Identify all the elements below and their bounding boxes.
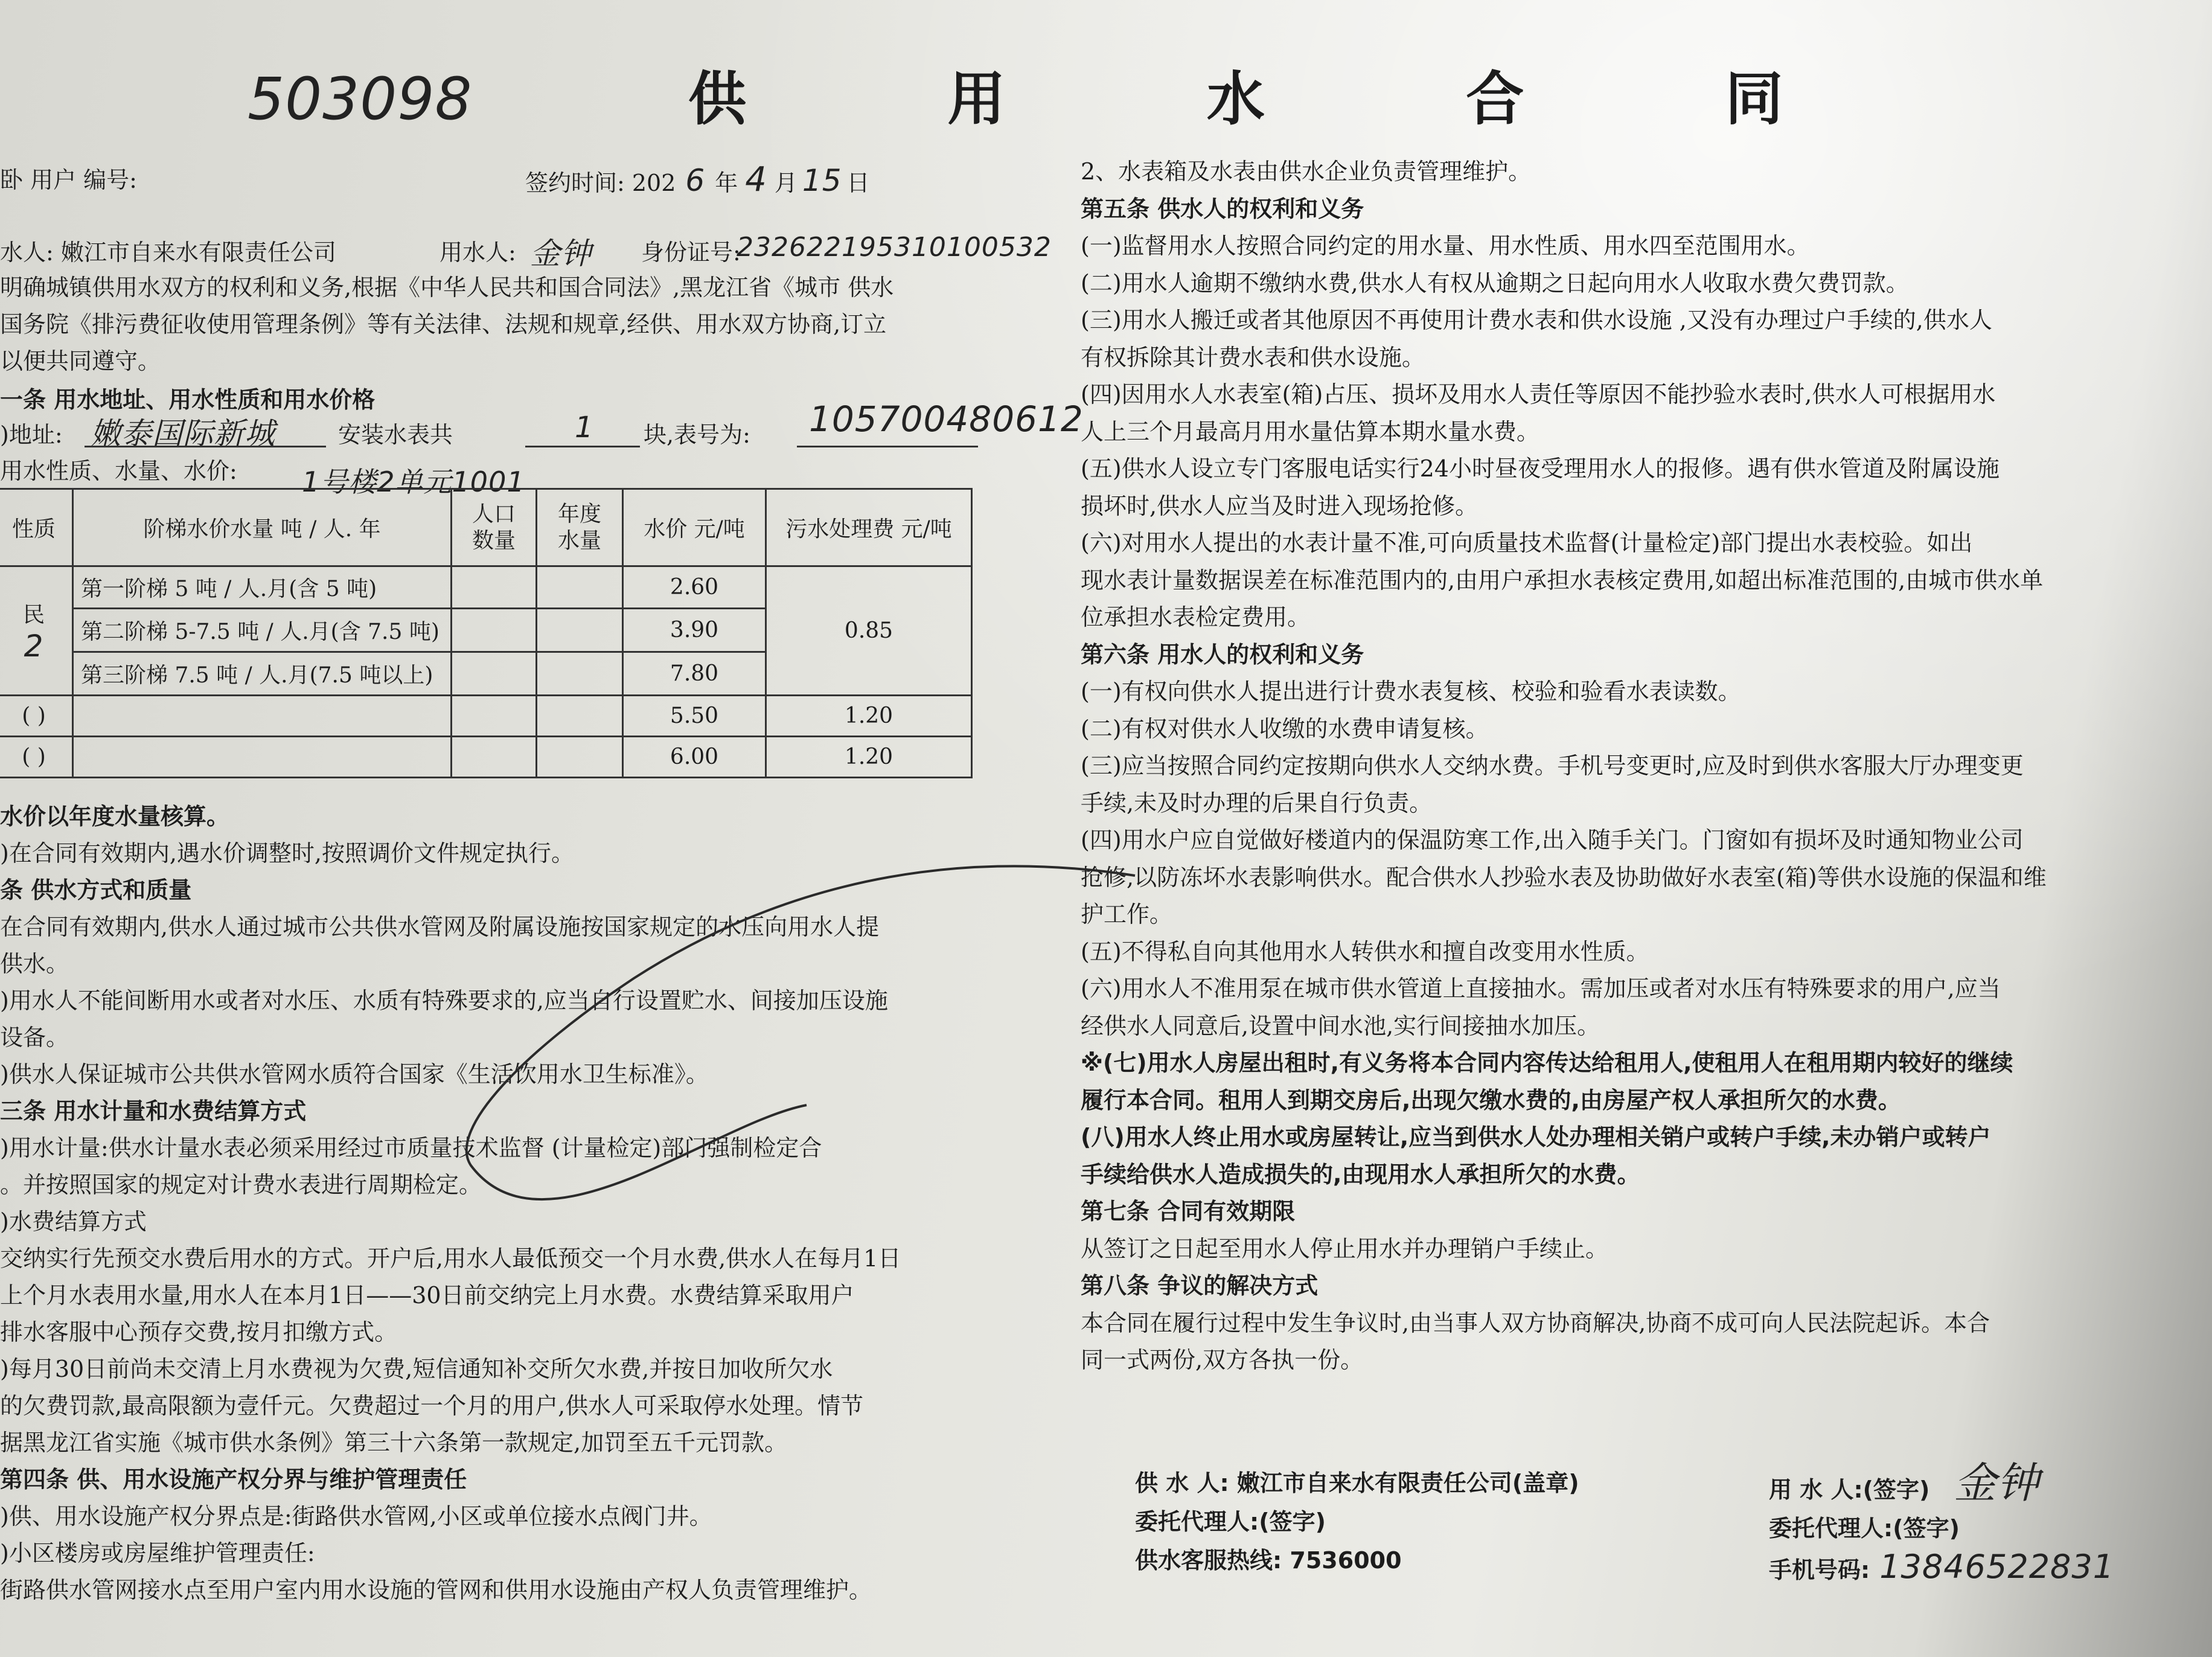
- row4-label: ( ): [0, 696, 73, 737]
- clause-line: (五)不得私自向其他用水人转供水和擅自改变用水性质。: [1081, 938, 1649, 965]
- id-number-hw: 232622195310100532: [737, 232, 1052, 263]
- clause-line: 人上三个月最高月用水量估算本期水量水费。: [1081, 418, 1540, 445]
- meter-label: 安装水表共: [338, 421, 453, 448]
- clause-line: 设备。: [0, 1024, 69, 1051]
- tier2-price: 3.90: [623, 609, 766, 652]
- article-heading-line: 第四条 供、用水设施产权分界与维护管理责任: [0, 1466, 467, 1493]
- meter-count-hw: 1: [575, 411, 594, 444]
- article-heading-line: 第五条 供水人的权利和义务: [1081, 195, 1364, 222]
- row4-price: 5.50: [623, 696, 766, 737]
- article-heading-line: 三条 用水计量和水费结算方式: [0, 1098, 307, 1124]
- month-label: 月: [774, 170, 798, 196]
- header-sewage: 污水处理费 元/吨: [766, 489, 972, 566]
- clause-line: 抢修,以防冻坏水表影响供水。配合供水人抄验水表及协助做好水表室(箱)等供水设施的保温和维: [1081, 864, 2047, 891]
- tier1-price: 2.60: [623, 566, 766, 609]
- article1-heading: 一条 用水地址、用水性质和用水价格: [0, 386, 376, 413]
- header-tier: 阶梯水价水量 吨 / 人. 年: [73, 489, 452, 566]
- header-annual-a: 年度: [557, 501, 601, 527]
- clause-line: (四)因用水人水表室(箱)占压、损坏及用水人责任等原因不能抄验水表时,供水人可根据用水: [1081, 381, 1996, 408]
- meter-unit: 块,表号为:: [644, 421, 750, 448]
- clause-line: 经供水人同意后,设置中间水池,实行间接抽水加压。: [1081, 1012, 1600, 1039]
- clause-line: (六)用水人不准用泵在城市供水管道上直接抽水。需加压或者对水压有特殊要求的用户,应当: [1081, 975, 2001, 1002]
- user-agent-line: 委托代理人:(签字): [1769, 1515, 1960, 1542]
- phone-label: 手机号码:: [1769, 1557, 1870, 1583]
- clause-line: 现水表计量数据误差在标准范围内的,由用户承担水表核定费用,如超出标准范围的,由城市供水单: [1081, 566, 2044, 594]
- article-heading-line: 第六条 用水人的权利和义务: [1081, 641, 1364, 668]
- user-signature-hw: 金钟: [1954, 1458, 2040, 1508]
- article-heading-line: 手续给供水人造成损失的,由现用水人承担所欠的水费。: [1081, 1161, 1640, 1188]
- clause-line: (六)对用水人提出的水表计量不准,可向质量技术监督(计量检定)部门提出水表校验。如出: [1081, 530, 1973, 556]
- article-heading-line: 第八条 争议的解决方式: [1081, 1272, 1319, 1299]
- clause-line: 供水。: [0, 950, 69, 977]
- article-heading-line: 履行本合同。租用人到期交房后,出现欠缴水费的,由房屋产权人承担所欠的水费。: [1081, 1086, 1901, 1114]
- intro-line: 以便共同遵守。: [0, 348, 161, 374]
- intro-line: 明确城镇供用水双方的权利和义务,根据《中华人民共和国合同法》,黑龙江省《城市 供水: [0, 274, 894, 301]
- clause-line: 有权拆除其计费水表和供水设施。: [1081, 344, 1425, 371]
- clause-line: (一)有权向供水人提出进行计费水表复核、校验和验看水表读数。: [1081, 678, 1741, 705]
- clause-line: 街路供水管网接水点至用户室内用水设施的管网和供用水设施由产权人负责管理维护。: [0, 1577, 872, 1603]
- clause-line: 同一式两份,双方各执一份。: [1081, 1347, 1364, 1373]
- tier2-label: 第二阶梯 5-7.5 吨 / 人.月(含 7.5 吨): [73, 609, 452, 652]
- year-label: 年: [715, 170, 738, 196]
- clause-line: )用水人不能间断用水或者对水压、水质有特殊要求的,应当自行设置贮水、间接加压设施: [0, 987, 888, 1014]
- resident-count-hw: 2: [24, 629, 44, 664]
- nature-label: 用水性质、水量、水价:: [0, 458, 237, 484]
- clause-line: 在合同有效期内,供水人通过城市公共供水管网及附属设施按国家规定的水压向用水人提: [0, 914, 880, 940]
- clause-line: 损坏时,供水人应当及时进入现场抢修。: [1081, 492, 1478, 519]
- hotline-line: 供水客服热线: 7536000: [1135, 1547, 1402, 1574]
- supplier-line: 水人: 嫩江市自来水有限责任公司: [0, 239, 336, 266]
- phone-number-hw: 13846522831: [1879, 1548, 2115, 1586]
- supplier-sign-line: 供 水 人: 嫩江市自来水有限责任公司(盖章): [1135, 1470, 1579, 1496]
- clause-line: (三)应当按照合同约定按期向供水人交纳水费。手机号变更时,应及时到供水客服大厅办理变更: [1081, 752, 2024, 779]
- user-no-label: 卧 用户 编号:: [0, 167, 137, 193]
- user-label: 用水人:: [440, 239, 516, 266]
- clause-line: )在合同有效期内,遇水价调整时,按照调价文件规定执行。: [0, 840, 574, 867]
- article-heading-line: ※(七)用水人房屋出租时,有义务将本合同内容传达给租用人,使租用人在租用期内较好的继续: [1081, 1050, 2013, 1076]
- header-population-a: 人口: [471, 501, 516, 527]
- article-heading-line: 水价以年度水量核算。: [0, 803, 230, 830]
- clause-line: 从签订之日起至用水人停止用水并办理销户手续止。: [1081, 1235, 1609, 1262]
- clause-line: 排水客服中心预存交费,按月扣缴方式。: [0, 1319, 398, 1345]
- article-heading-line: 条 供水方式和质量: [0, 877, 192, 903]
- article-heading-line: 第七条 合同有效期限: [1081, 1198, 1296, 1225]
- clause-line: )小区楼房或房屋维护管理责任:: [0, 1540, 315, 1566]
- clause-line: 护工作。: [1081, 901, 1173, 928]
- clause-line: )每月30日前尚未交清上月水费视为欠费,短信通知补交所欠水费,并按日加收所欠水: [0, 1356, 833, 1382]
- clause-line: )供水人保证城市公共供水管网水质符合国家《生活饮用水卫生标准》。: [0, 1061, 709, 1088]
- clause-line: 的欠费罚款,最高限额为壹仟元。欠费超过一个月的用户,供水人可采取停水处理。情节: [0, 1393, 864, 1419]
- address-label: )地址:: [0, 421, 63, 448]
- clause-line: )供、用水设施产权分界点是:街路供水管网,小区或单位接水点阀门井。: [0, 1503, 712, 1530]
- clause-line: 交纳实行先预交水费后用水的方式。开户后,用水人最低预交一个月水费,供水人在每月1日: [0, 1245, 901, 1272]
- clause-line: 本合同在履行过程中发生争议时,由当事人双方协商解决,协商不成可向人民法院起诉。本合: [1081, 1309, 1990, 1336]
- intro-line: 国务院《排污费征收使用管理条例》等有关法律、法规和规章,经供、用水双方协商,订立: [0, 311, 887, 338]
- id-label: 身份证号:: [641, 239, 741, 266]
- sign-date-label: 签约时间: 202: [525, 170, 676, 196]
- meter-no-hw: 105700480612: [809, 399, 1084, 440]
- header-population-b: 数量: [471, 528, 516, 553]
- unit-address-hw: 1号楼2单元1001: [302, 466, 525, 498]
- header-price: 水价 元/吨: [623, 489, 766, 566]
- clause-line: (五)供水人设立专门客服电话实行24小时昼夜受理用水人的报修。遇有供水管道及附属设施: [1081, 455, 2000, 482]
- row4-sewage: 1.20: [766, 696, 972, 737]
- article-heading-line: (八)用水人终止用水或房屋转让,应当到供水人处办理相关销户或转户手续,未办销户或转户: [1081, 1124, 1991, 1150]
- header-annual-b: 水量: [557, 528, 601, 553]
- header-nature: 性质: [0, 489, 73, 566]
- clause-line: (四)用水户应自觉做好楼道内的保温防寒工作,出入随手关门。门窗如有损坏及时通知物业公司: [1081, 827, 2024, 853]
- clause-line: (三)用水人搬迁或者其他原因不再使用计费水表和供水设施 ,又没有办理过户手续的,供水人: [1081, 307, 1992, 333]
- clause-line: 上个月水表用水量,用水人在本月1日——30日前交纳完上月水费。水费结算采取用户: [0, 1282, 854, 1309]
- address-hw: 嫩泰国际新城: [91, 416, 275, 451]
- day-label: 日: [846, 170, 870, 196]
- user-name-hw: 金钟: [530, 236, 592, 271]
- clause-line: (二)有权对供水人收缴的水费申请复核。: [1081, 715, 1489, 742]
- row5-price: 6.00: [623, 737, 766, 778]
- page-title: 供 用 水 合 同: [688, 65, 1874, 133]
- clause-line: )用水计量:供水计量水表必须采用经过市质量技术监督 (计量检定)部门强制检定合: [0, 1135, 822, 1161]
- clause-line: (一)监督用水人按照合同约定的用水量、用水性质、用水四至范围用水。: [1081, 232, 1810, 259]
- clause-line: 位承担水表检定费用。: [1081, 604, 1311, 630]
- tier3-price: 7.80: [623, 652, 766, 696]
- user-sign-label: 用 水 人:(签字): [1769, 1476, 1930, 1503]
- resident-sewage: 0.85: [766, 566, 972, 696]
- sign-year-hw: 6: [685, 163, 706, 198]
- resident-label: 民: [22, 603, 45, 627]
- clause-line: 2、水表箱及水表由供水企业负责管理维护。: [1081, 158, 1532, 185]
- clause-line: 。并按照国家的规定对计费水表进行周期检定。: [0, 1171, 482, 1198]
- sign-month-hw: 4: [745, 160, 767, 199]
- clause-line: 手续,未及时办理的后果自行负责。: [1081, 789, 1433, 816]
- row5-sewage: 1.20: [766, 737, 972, 778]
- clause-line: (二)用水人逾期不缴纳水费,供水人有权从逾期之日起向用水人收取水费欠费罚款。: [1081, 269, 1909, 296]
- tier3-label: 第三阶梯 7.5 吨 / 人.月(7.5 吨以上): [73, 652, 452, 696]
- handwritten-contract-id: 503098: [248, 65, 473, 133]
- row5-label: ( ): [0, 737, 73, 778]
- supplier-agent-line: 委托代理人:(签字): [1135, 1508, 1326, 1535]
- clause-line: 据黑龙江省实施《城市供水条例》第三十六条第一款规定,加罚至五千元罚款。: [0, 1429, 788, 1456]
- sign-day-hw: 15: [802, 163, 842, 198]
- clause-line: )水费结算方式: [0, 1208, 147, 1235]
- tier1-label: 第一阶梯 5 吨 / 人.月(含 5 吨): [73, 566, 452, 609]
